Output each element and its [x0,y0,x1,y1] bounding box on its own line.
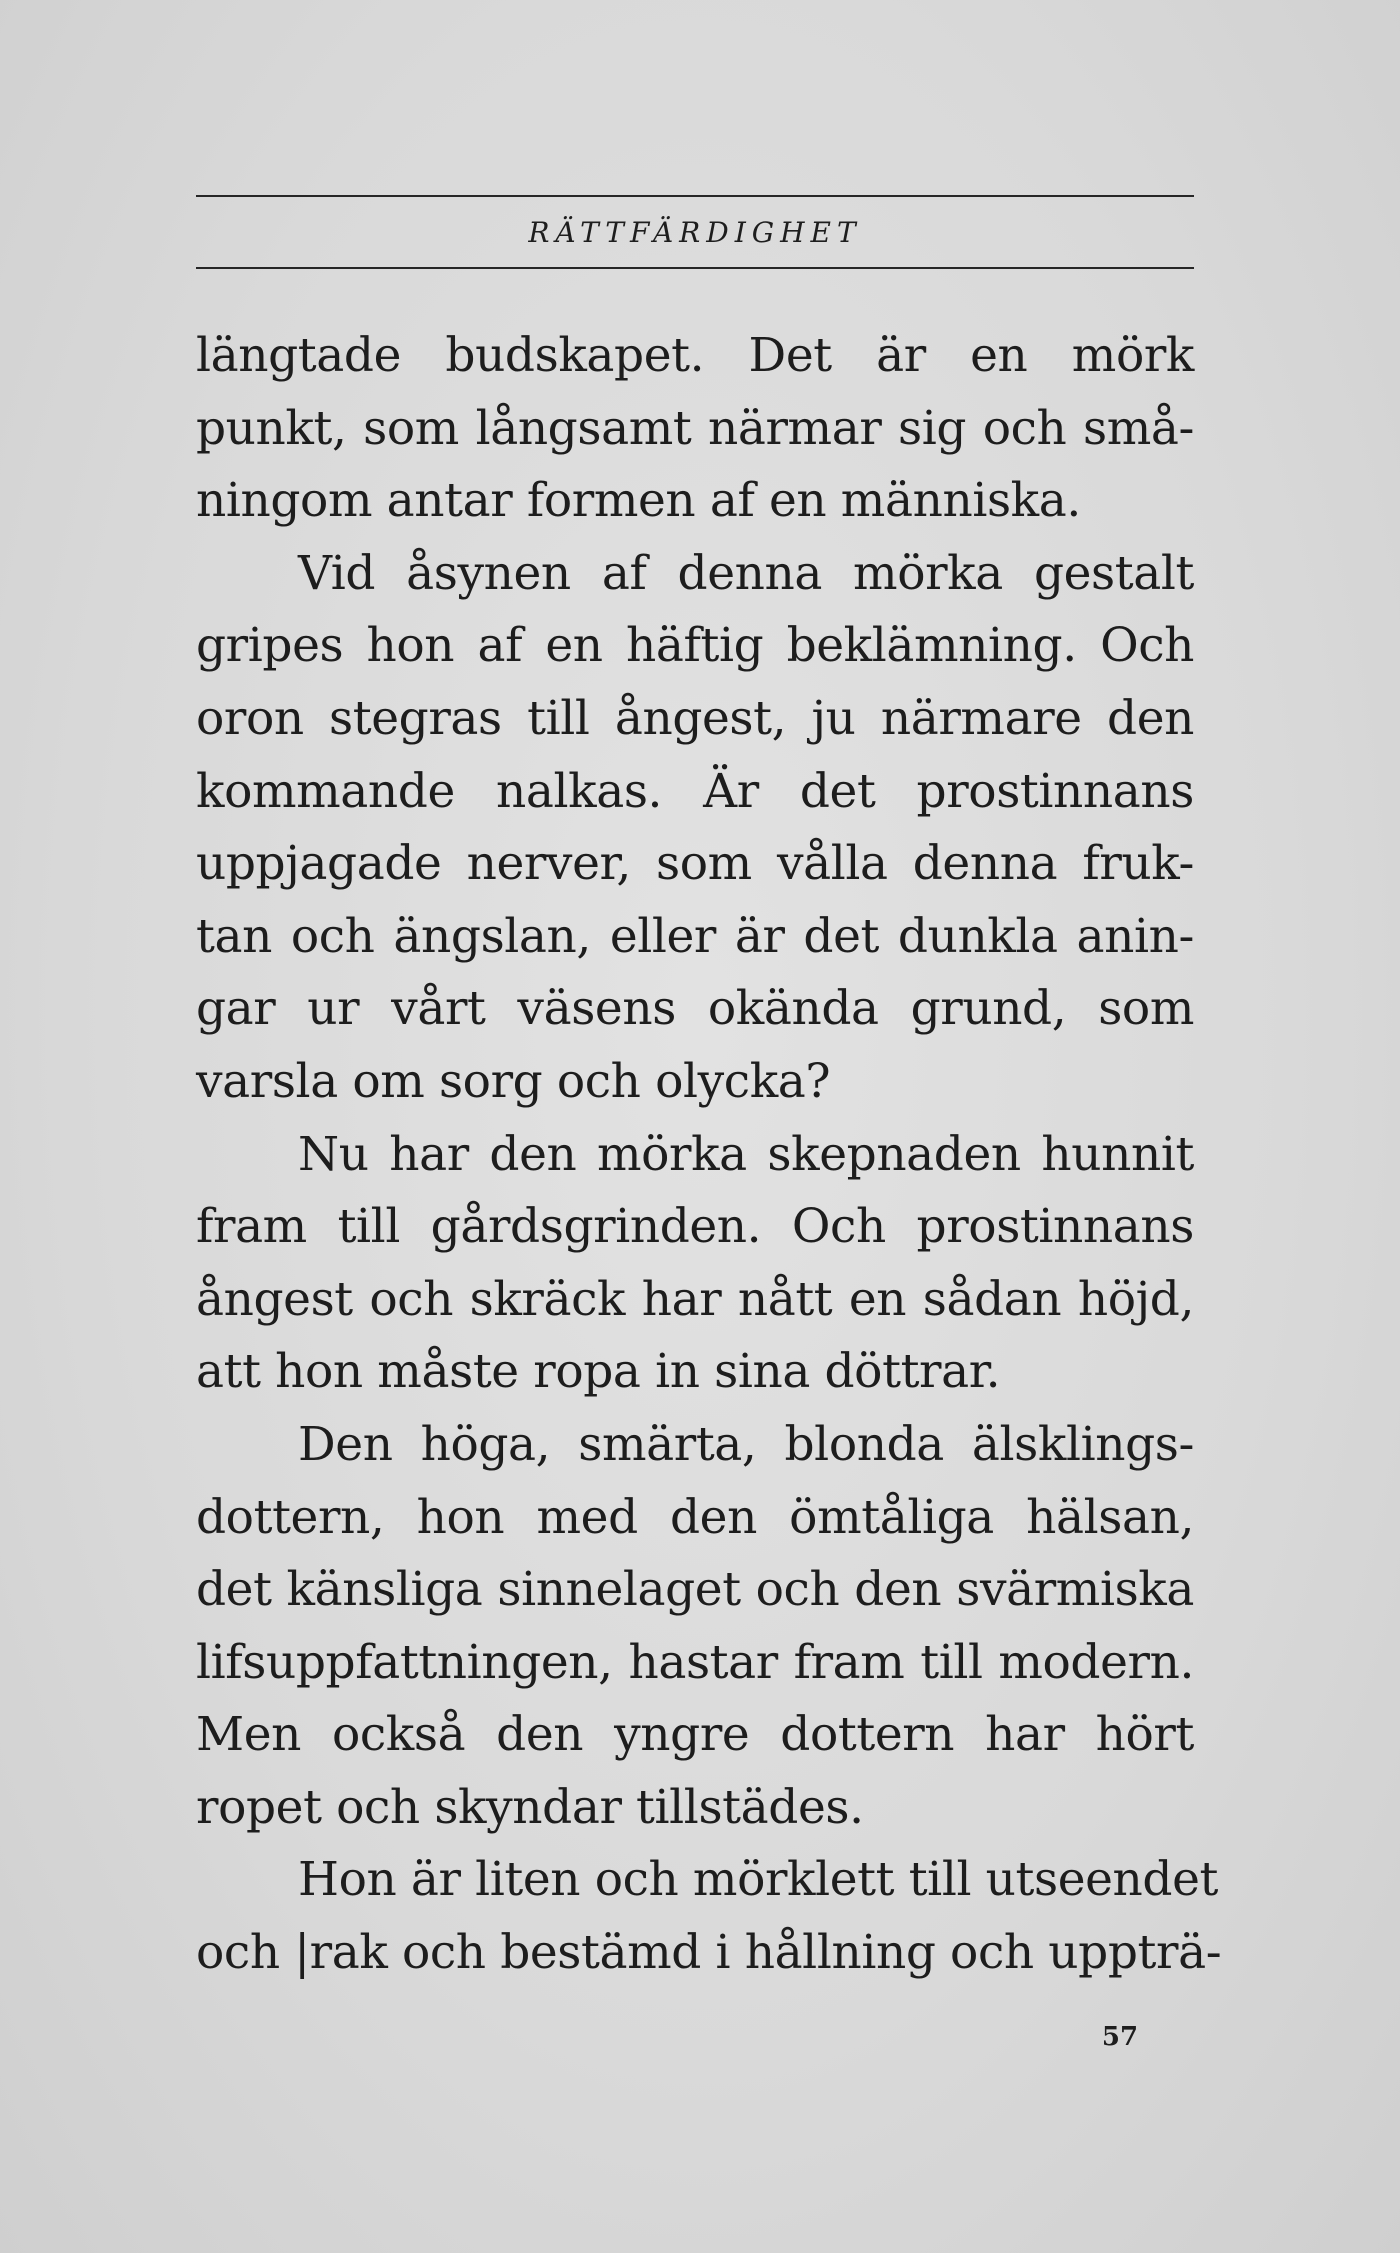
text-line: uppjagade nerver, som vålla denna fruk- [196,836,1194,892]
text-line: tan och ängslan, eller är det dunkla anin- [196,908,1194,964]
text-line: Men också den yngre dottern har hört [196,1707,1194,1763]
text-line: gar ur vårt väsens okända grund, som [196,981,1194,1037]
page-number: 57 [1101,2022,1139,2052]
text-line: ångest och skräck har nått en sådan höjd, [196,1271,1194,1327]
text-line: punkt, som långsamt närmar sig och små- [196,400,1194,456]
text-line: gripes hon af en häftig beklämning. Och [196,618,1194,674]
text-line: att hon måste ropa in sina döttrar. [196,1344,1001,1400]
text-line: Vid åsynen af denna mörka gestalt [298,545,1194,601]
text-line: lifsuppfattningen, hastar fram till modern. [196,1634,1194,1690]
text-line: ropet och skyndar tillstädes. [196,1779,864,1835]
body-text [196,320,1222,1990]
text-line: det känsliga sinnelaget och den svärmiska [196,1562,1194,1618]
text-line: och |rak och bestämd i hållning och uppträ- [196,1925,1222,1981]
text-line: Hon är liten och mörklett till utseendet [298,1852,1218,1908]
text-line: Nu har den mörka skepnaden hunnit [298,1126,1194,1182]
text-line: fram till gårdsgrinden. Och prostinnans [196,1199,1194,1255]
text-line: oron stegras till ångest, ju närmare den [196,690,1194,746]
text-line: längtade budskapet. Det är en mörk [196,328,1194,383]
header-bottom-rule [196,267,1194,269]
page-header [196,195,1194,269]
text-line: kommande nalkas. Är det prostinnans [196,763,1194,819]
running-head: RÄTTFÄRDIGHET [528,216,862,249]
text-line: ningom antar formen af en människa. [196,473,1081,529]
text-line: varsla om sorg och olycka? [196,1053,831,1109]
text-line: dottern, hon med den ömtåliga hälsan, [196,1489,1194,1545]
text-line: Den höga, smärta, blonda älsklings- [298,1416,1194,1472]
